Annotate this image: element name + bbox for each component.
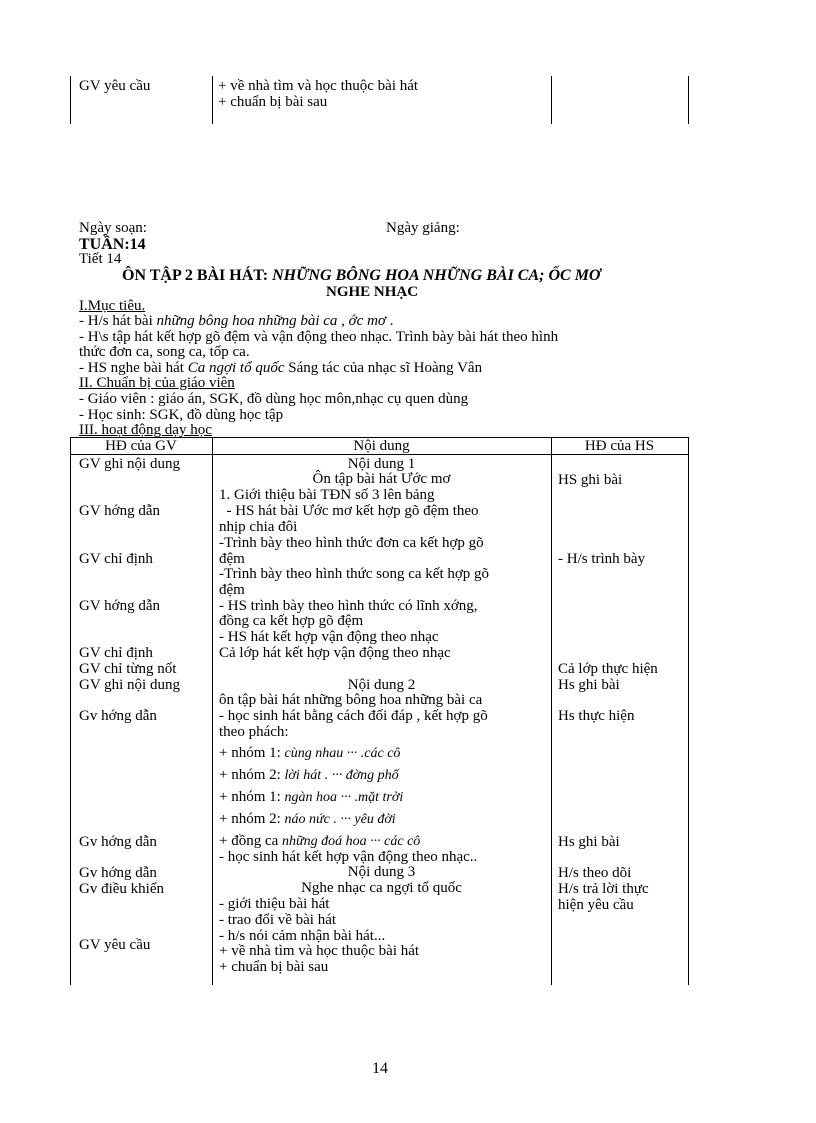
gv-row-11: Gv điều khiển — [79, 881, 164, 897]
nd-line-a10: - HS hát kết hợp vận động theo nhạc — [219, 629, 439, 645]
page-number: 14 — [372, 1060, 388, 1077]
nd-line-a5: đệm — [219, 551, 245, 567]
hs-row-8: H/s trả lời thực — [558, 881, 649, 897]
hs-row-3: Cả lớp thực hiện — [558, 661, 658, 677]
nd-group-4 — [219, 811, 396, 828]
ngay-soan: Ngày soạn: — [79, 220, 147, 236]
table-header-border — [70, 454, 689, 455]
g3-lyric: ngàn hoa ··· .mặt trời — [284, 790, 404, 805]
section-3-heading: III. hoạt động dạy học — [79, 422, 212, 438]
nd-line-c2: - trao đổi về bài hát — [219, 912, 337, 928]
nd-line-b1: ôn tập bài hát những bông hoa những bài ca — [219, 692, 483, 708]
table-border-left — [70, 437, 71, 985]
nd3-subheading: Nghe nhạc ca ngợi tổ quốc — [301, 880, 462, 896]
table-header-hs: HĐ của HS — [584, 438, 655, 454]
s1-l4-a: - HS nghe bài hát — [79, 360, 188, 376]
gv-row-8: Gv hớng dẫn — [79, 708, 157, 724]
hs-row-6: Hs ghi bài — [558, 834, 620, 850]
gv-row-10: Gv hớng dẫn — [79, 865, 157, 881]
nd3-heading: Nội dung 3 — [347, 864, 416, 880]
nd-line-c4: + về nhà tìm và học thuộc bài hát — [219, 943, 420, 959]
title-prefix: ÔN TẬP 2 BÀI HÁT: — [122, 267, 273, 284]
nd-line-b4: - học sinh hát kết hợp vận động theo nhạc.. — [219, 849, 478, 865]
top-table-border-1 — [212, 76, 213, 124]
nd2-heading: Nội dung 2 — [347, 677, 416, 693]
nd-line-a8: - HS trình bày theo hình thức có lĩnh xớng, — [219, 598, 478, 614]
top-table-line-1: + về nhà tìm và học thuộc bài hát — [218, 78, 419, 94]
gv-row-6: GV chỉ từng nốt — [79, 661, 177, 677]
tiet-label: Tiết 14 — [79, 251, 122, 267]
nd-line-a11: Cả lớp hát kết hợp vận động theo nhạc — [219, 645, 451, 661]
section-1-line-2: - H\s tập hát kết hợp gõ đệm và vận động theo nhạc. Trình bày bài hát theo hình — [79, 329, 559, 345]
nd1-heading: Nội dung 1 — [347, 456, 416, 472]
g5-label: + đồng ca — [219, 833, 283, 849]
gv-row-2: GV hớng dẫn — [79, 503, 160, 519]
s1-l1-c: . — [385, 313, 394, 329]
page-title-line-2: NGHE NHẠC — [326, 284, 419, 300]
gv-row-5: GV chỉ định — [79, 645, 153, 661]
hs-row-4: Hs ghi bài — [558, 677, 620, 693]
s1-l1-b: những bông hoa những bài ca , ớc mơ — [156, 313, 386, 329]
section-2-heading: II. Chuẩn bị của giáo viên — [79, 375, 235, 391]
top-table-border-right — [688, 76, 689, 124]
nd-group-1 — [219, 745, 400, 762]
top-table-border-2 — [551, 76, 552, 124]
gv-row-9: Gv hớng dẫn — [79, 834, 157, 850]
gv-row-4: GV hớng dẫn — [79, 598, 160, 614]
nd-line-a2: - HS hát bài Ước mơ kết hợp gõ đệm theo — [219, 503, 479, 519]
section-2-line-1: - Giáo viên : giáo án, SGK, đồ dùng học môn,nhạc cụ quen dùng — [79, 391, 469, 407]
g5-lyric: những đoá hoa ··· các cô — [282, 834, 421, 849]
s1-l4-c: Sáng tác của nhạc sĩ Hoàng Vân — [284, 360, 483, 376]
hs-row-7: H/s theo dõi — [558, 865, 632, 881]
section-1-line-4 — [79, 360, 482, 376]
g4-label: + nhóm 2: — [219, 811, 285, 827]
nd-line-c5: + chuẩn bị bài sau — [219, 959, 329, 975]
g1-label: + nhóm 1: — [219, 745, 285, 761]
section-2-line-2: - Học sinh: SGK, đồ dùng học tập — [79, 407, 284, 423]
nd-line-a6: -Trình bày theo hình thức song ca kết hợp gõ — [219, 566, 490, 582]
table-border-right — [688, 437, 689, 985]
nd-line-a7: đệm — [219, 582, 245, 598]
g4-lyric: náo nức . ··· yêu đời — [284, 812, 396, 827]
nd-line-a1: 1. Giới thiệu bài TĐN số 3 lên bảng — [219, 487, 435, 503]
hs-row-5: Hs thực hiện — [558, 708, 635, 724]
nd-group-5 — [219, 833, 420, 850]
table-border-2 — [551, 437, 552, 985]
page-title — [122, 268, 600, 284]
g3-label: + nhóm 1: — [219, 789, 285, 805]
nd-line-b2: - học sinh hát bằng cách đối đáp , kết hợp gõ — [219, 708, 488, 724]
g1-lyric: cùng nhau ··· .các cô — [284, 746, 401, 761]
nd-line-c1: - giới thiệu bài hát — [219, 896, 330, 912]
gv-row-1: GV ghi nội dung — [79, 456, 180, 472]
nd-line-a9: đồng ca kết hợp gõ đệm — [219, 613, 364, 629]
nd-line-a4: -Trình bày theo hình thức đơn ca kết hợp gõ — [219, 535, 484, 551]
section-1-heading: I.Mục tiêu. — [79, 298, 146, 314]
gv-row-12: GV yêu cầu — [79, 937, 151, 953]
top-table-line-2: + chuẩn bị bài sau — [218, 94, 328, 110]
title-italic: NHỮNG BÔNG HOA NHỮNG BÀI CA; ỐC MƠ — [272, 267, 601, 284]
nd-line-c3: - h/s nói cảm nhận bài hát... — [219, 928, 386, 944]
table-header-gv: HĐ của GV — [105, 438, 177, 454]
g2-lyric: lời hát . ··· đờng phố — [284, 768, 399, 783]
ngay-giang: Ngày giảng: — [386, 220, 460, 236]
nd-line-a3: nhịp chia đôi — [219, 519, 298, 535]
hs-row-1: HS ghi bài — [558, 472, 623, 488]
g2-label: + nhóm 2: — [219, 767, 285, 783]
nd1-subheading: Ôn tập bài hát Ước mơ — [312, 471, 451, 487]
nd-line-b3: theo phách: — [219, 724, 289, 740]
s1-l4-b: Ca ngợi tổ quốc — [187, 360, 285, 376]
table-header-noidung: Nội dung — [353, 438, 410, 454]
tuan-label: TUẦN:14 — [79, 236, 146, 253]
top-table-gv: GV yêu cầu — [79, 78, 151, 94]
gv-row-7: GV ghi nội dung — [79, 677, 180, 693]
hs-row-2: - H/s trình bày — [558, 551, 646, 567]
s1-l1-a: - H/s hát bài — [79, 313, 157, 329]
section-1-line-3: thức đơn ca, song ca, tốp ca. — [79, 344, 250, 360]
nd-group-3 — [219, 789, 403, 806]
gv-row-3: GV chỉ định — [79, 551, 153, 567]
nd-group-2 — [219, 767, 399, 784]
section-1-line-1 — [79, 313, 393, 329]
hs-row-9: hiện yêu cầu — [558, 897, 634, 913]
table-border-1 — [212, 437, 213, 985]
top-table-border-left — [70, 76, 71, 124]
